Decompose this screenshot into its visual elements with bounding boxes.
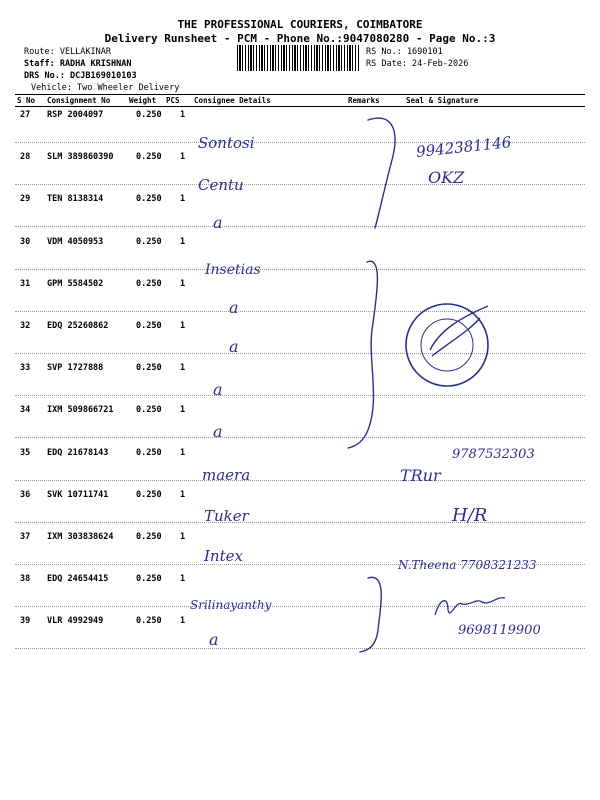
company-title: THE PROFESSIONAL COURIERS, COIMBATORE — [177, 18, 423, 31]
cell-pcs: 1 — [180, 152, 186, 163]
cell-weight: 0.250 — [136, 236, 162, 247]
cell-sno: 27 — [20, 110, 31, 120]
cell-sno: 39 — [20, 616, 31, 627]
cell-pcs: 1 — [180, 110, 186, 120]
cell-consignment: IXM 303838624 — [47, 532, 114, 542]
route-label: Route: VELLAKINAR — [24, 47, 111, 57]
hw-srilinga: Srilinayanthy — [190, 598, 272, 612]
bracket-bottom — [360, 577, 381, 652]
cell-weight: 0.250 — [136, 194, 162, 205]
bracket-top — [368, 118, 395, 228]
cell-sno: 33 — [20, 363, 31, 374]
cell-sno: 35 — [20, 447, 31, 458]
hw-maera: maera — [202, 466, 251, 484]
cell-sno: 34 — [20, 405, 31, 416]
cell-pcs: 1 — [180, 321, 186, 331]
cell-sno: 37 — [20, 532, 31, 542]
cell-pcs: 1 — [180, 574, 186, 585]
hw-insetics: Insetias — [205, 262, 261, 278]
cell-consignment: SLM 389860390 — [47, 152, 114, 163]
cell-consignment: IXM 509866721 — [47, 405, 114, 416]
rs-number: RS No.: 1690101 — [366, 47, 443, 57]
drs-label: DRS No.: DCJB169010103 — [24, 71, 137, 81]
cell-pcs: 1 — [180, 447, 186, 458]
cell-consignment: EDQ 24654415 — [47, 574, 109, 585]
cell-consignment: EDQ 25260862 — [47, 321, 109, 331]
cell-pcs: 1 — [180, 236, 186, 247]
col-sno: S No — [17, 96, 36, 105]
staff-label: Staff: RADHA KRISHNAN — [24, 59, 132, 69]
cell-pcs: 1 — [180, 532, 186, 542]
company-stamp — [406, 304, 488, 386]
hw-tuker: Tuker — [204, 507, 249, 525]
col-consignee: Consignee Details — [194, 96, 271, 105]
cell-sno: 30 — [20, 236, 31, 247]
hw-intex: Intex — [204, 547, 243, 565]
cell-weight: 0.250 — [136, 152, 162, 163]
cell-consignment: TEN 8138314 — [47, 194, 104, 205]
hw-phone-3: 9698119900 — [458, 623, 541, 638]
cell-consignment: SVP 1727888 — [47, 363, 104, 374]
cell-pcs: 1 — [180, 278, 186, 289]
cell-pcs: 1 — [180, 194, 186, 205]
cell-consignment: VDM 4050953 — [47, 236, 104, 247]
hw-hr: H/R — [452, 505, 488, 526]
cell-pcs: 1 — [180, 363, 186, 374]
runsheet-subtitle: Delivery Runsheet - PCM - Phone No.:9047080280 - Page No.:3 — [104, 32, 496, 45]
col-pcs: PCS — [166, 96, 180, 105]
cell-pcs: 1 — [180, 616, 186, 627]
cell-weight: 0.250 — [136, 447, 162, 458]
cell-sno: 28 — [20, 152, 31, 163]
bracket-mid — [348, 261, 377, 448]
hw-ditto-6: a — [209, 630, 219, 649]
hw-ditto-3: a — [229, 337, 239, 356]
cell-weight: 0.250 — [136, 489, 162, 500]
cell-sno: 36 — [20, 489, 31, 500]
cell-sno: 32 — [20, 321, 31, 331]
cell-weight: 0.250 — [136, 110, 162, 120]
hw-ditto-5: a — [213, 422, 223, 441]
cell-consignment: SVK 10711741 — [47, 489, 109, 500]
cell-weight: 0.250 — [136, 363, 162, 374]
hw-okz: OKZ — [428, 168, 465, 187]
cell-sno: 31 — [20, 278, 31, 289]
hw-ditto-2: a — [229, 298, 239, 317]
col-remarks: Remarks — [348, 96, 380, 105]
cell-weight: 0.250 — [136, 405, 162, 416]
cell-weight: 0.250 — [136, 321, 162, 331]
cell-sno: 38 — [20, 574, 31, 585]
hw-ditto-1: a — [213, 213, 223, 232]
cell-weight: 0.250 — [136, 278, 162, 289]
cell-pcs: 1 — [180, 489, 186, 500]
cell-weight: 0.250 — [136, 532, 162, 542]
cell-pcs: 1 — [180, 405, 186, 416]
hw-santosh: Sontosi — [198, 134, 255, 152]
hw-theena: N.Theena 7708321233 — [398, 558, 537, 572]
cell-consignment: VLR 4992949 — [47, 616, 104, 627]
hw-phone-1: 9942381146 — [415, 133, 513, 161]
cell-consignment: EDQ 21678143 — [47, 447, 109, 458]
cell-weight: 0.250 — [136, 616, 162, 627]
cell-sno: 29 — [20, 194, 31, 205]
vehicle-label: Vehicle: Two Wheeler Delivery — [31, 83, 180, 93]
signature-scribble — [435, 598, 505, 615]
cell-weight: 0.250 — [136, 574, 162, 585]
hw-ditto-4: a — [213, 380, 223, 399]
rs-date: RS Date: 24-Feb-2026 — [366, 59, 469, 69]
hw-centa: Centu — [198, 176, 244, 194]
cell-consignment: RSP 2004097 — [47, 110, 104, 120]
hw-trur: TRur — [400, 466, 441, 485]
hw-phone-2: 9787532303 — [452, 447, 535, 462]
col-seal: Seal & Signature — [406, 96, 479, 105]
col-consignment: Consignment No — [47, 96, 111, 105]
col-weight: Weight — [129, 96, 157, 105]
cell-consignment: GPM 5584502 — [47, 278, 104, 289]
